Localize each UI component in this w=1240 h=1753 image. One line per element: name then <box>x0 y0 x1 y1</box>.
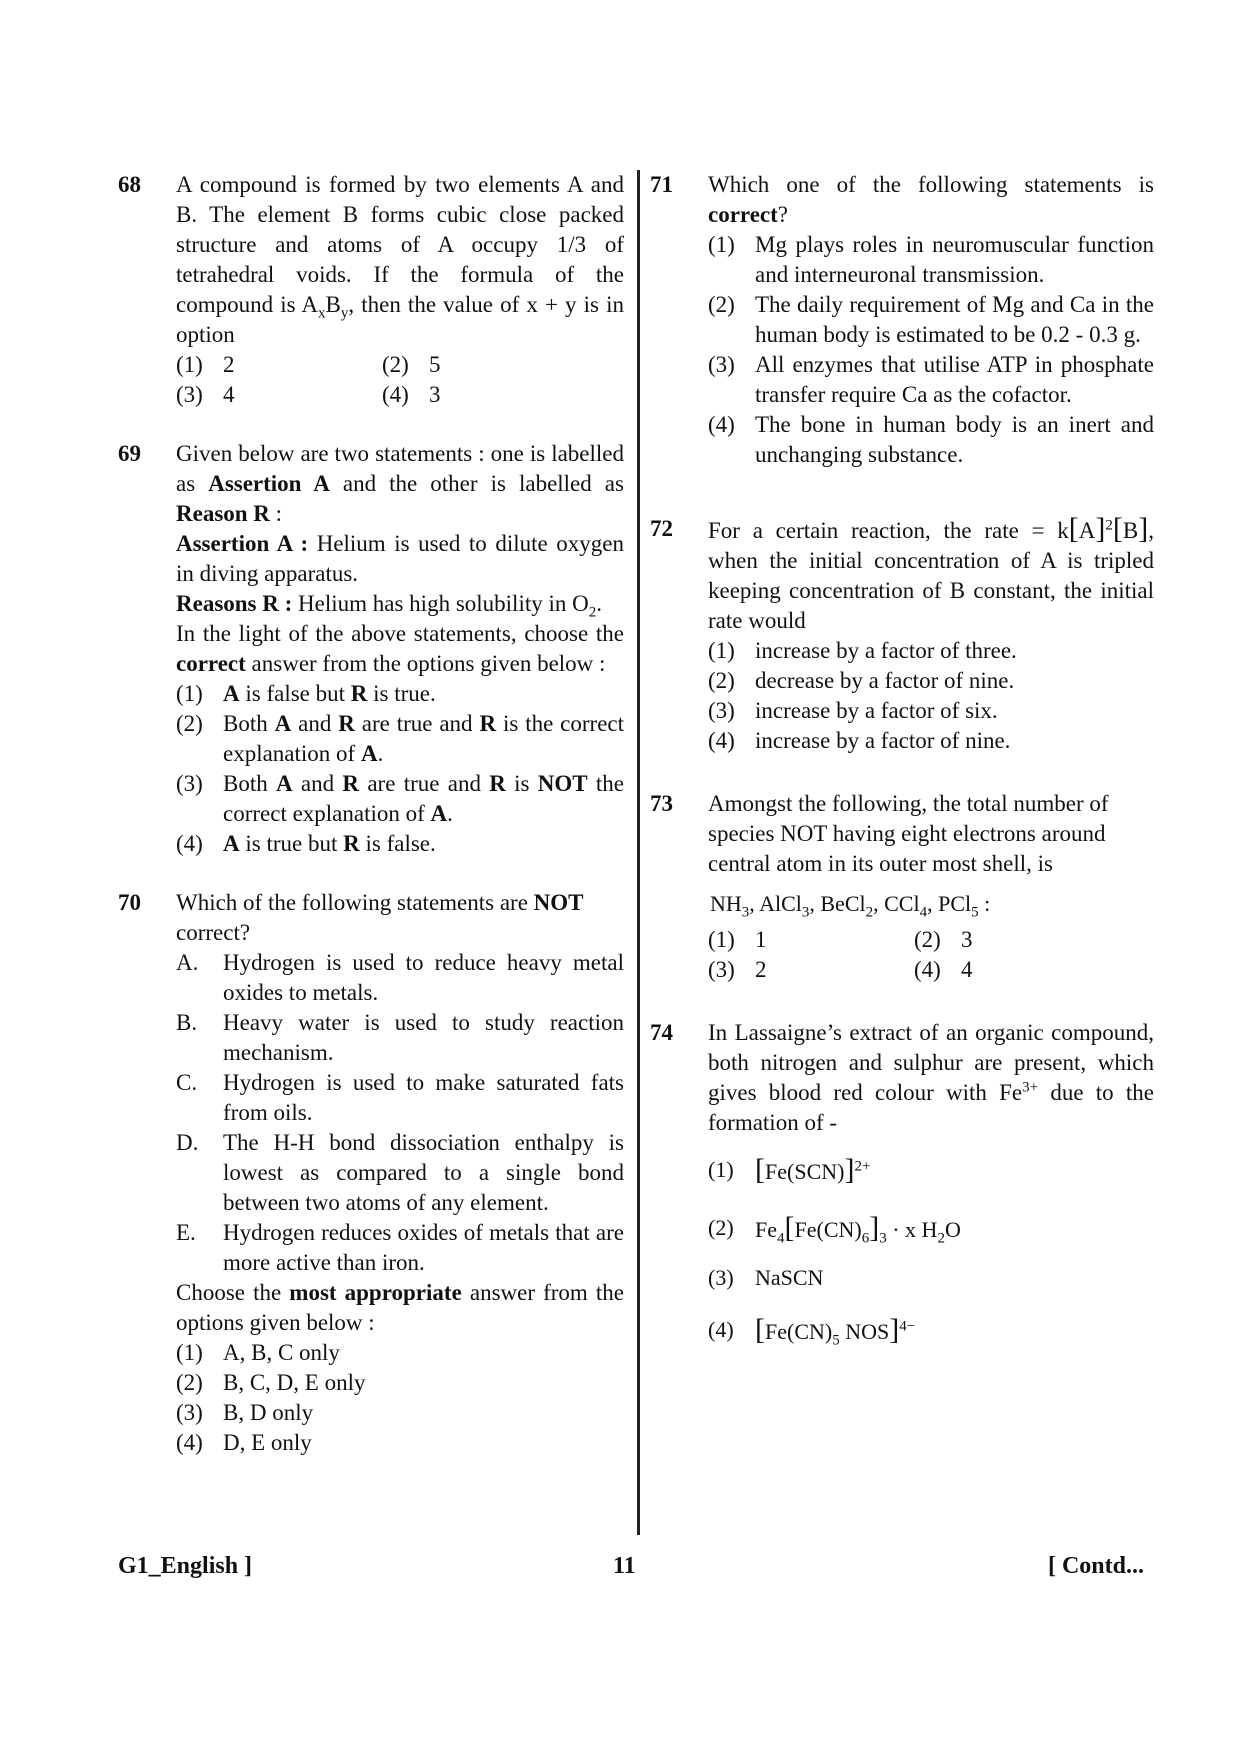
left-column <box>118 170 624 1458</box>
option-2[interactable]: (2) The daily requirement of Mg and Ca in the human body is estimated to be 0.2 - 0.3 g. <box>708 292 1154 347</box>
footer-paper-code: G1_English ] <box>118 1553 253 1579</box>
question-number: 71 <box>650 172 673 197</box>
statement-a: A. Hydrogen is used to reduce heavy metal oxides to metals. <box>176 950 624 1005</box>
option-3[interactable]: (3) B, D only <box>176 1400 314 1425</box>
option-4[interactable]: (4) D, E only <box>176 1430 312 1455</box>
question-text: Which one of the following statements is correct? <box>708 172 1154 227</box>
question-number: 72 <box>650 516 673 541</box>
question-intro: Given below are two statements : one is labelled as Assertion A and the other is labelled as Reason R : <box>176 441 624 526</box>
option-1[interactable]: (1) 1 <box>708 927 767 952</box>
option-1[interactable]: (1) A, B, C only <box>176 1340 340 1365</box>
question-text: Which of the following statements are NOT correct? <box>176 890 584 945</box>
option-3[interactable]: (3) NaSCN <box>708 1265 824 1290</box>
options <box>708 925 1154 985</box>
question-number: 74 <box>650 1020 673 1045</box>
option-4[interactable]: (4) 3 <box>382 382 441 407</box>
choose-instruction: Choose the most appropriate answer from the options given below : <box>176 1280 624 1335</box>
question-71 <box>650 170 1154 470</box>
option-2[interactable]: (2) B, C, D, E only <box>176 1370 366 1395</box>
question-70 <box>118 888 624 1458</box>
option-4[interactable]: (4) increase by a factor of nine. <box>708 728 1011 753</box>
option-1[interactable]: (1) $[Fe(SCN)]^{2+}$ <box>708 1153 871 1186</box>
question-number: 70 <box>118 890 141 915</box>
option-4[interactable]: (4) A is true but R is false. <box>176 831 436 856</box>
question-text: Amongst the following, the total number of species NOT having eight electrons around central atom in its outer most shell, is <box>708 791 1109 876</box>
footer-page-number: 11 <box>613 1553 636 1579</box>
option-1[interactable]: (1) Mg plays roles in neuromuscular function and interneuronal transmission. <box>708 232 1154 287</box>
question-number: 68 <box>118 172 141 197</box>
statement-e: E. Hydrogen reduces oxides of metals that are more active than iron. <box>176 1220 624 1275</box>
question-73 <box>650 789 1154 985</box>
footer-contd: [ Contd... <box>1047 1553 1144 1579</box>
option-3[interactable]: (3) 4 <box>176 382 235 407</box>
assertion-statement: Assertion A : Helium is used to dilute oxygen in diving apparatus. <box>176 531 625 586</box>
option-3[interactable]: (3) All enzymes that utilise ATP in phosphate transfer require Ca as the cofactor. <box>708 352 1154 407</box>
option-3[interactable]: (3) Both A and R are true and R is NOT the correct explanation of A. <box>176 771 625 826</box>
options <box>176 350 624 410</box>
question-72 <box>650 514 1154 756</box>
question-text: For a certain reaction, the rate = $k[A]^2[B]$, when the initial concentration of A is tripled keeping concentration of B constant, the initial rate would <box>708 512 1154 633</box>
option-2[interactable]: (2) Both A and R are true and R is the correct explanation of A. <box>176 711 625 766</box>
question-number: 73 <box>650 791 673 816</box>
question-number: 69 <box>118 441 141 466</box>
option-2[interactable]: (2) 5 <box>382 352 441 377</box>
question-68 <box>118 170 624 410</box>
right-column <box>650 170 1154 1352</box>
question-74 <box>650 1018 1154 1352</box>
statement-d: D. The H-H bond dissociation enthalpy is lowest as compared to a single bond between two atoms of any element. <box>176 1130 624 1215</box>
reason-statement: Reasons R : Helium has high solubility in $O_2$. <box>176 591 602 621</box>
option-3[interactable]: (3) 2 <box>708 957 767 982</box>
column-divider <box>637 170 640 1535</box>
question-text: In Lassaigne’s extract of an organic compound, both nitrogen and sulphur are present, which gives blood red colour with $Fe^{3+}$ due to the formation of - <box>708 1020 1154 1135</box>
option-2[interactable]: (2) $Fe_4[Fe(CN)_6]_3 \cdot x$ $H_2O$ <box>708 1211 961 1247</box>
statement-c: C. Hydrogen is used to make saturated fats from oils. <box>176 1070 624 1125</box>
species-list: $NH_3$, AlCl$_3$, BeCl$_2$, CCl$_4$, PCl$_5$ : <box>710 891 991 921</box>
option-2[interactable]: (2) 3 <box>914 927 973 952</box>
option-4[interactable]: (4) 4 <box>914 957 973 982</box>
statement-b: B. Heavy water is used to study reaction mechanism. <box>176 1010 624 1065</box>
option-2[interactable]: (2) decrease by a factor of nine. <box>708 668 1015 693</box>
choose-instruction: In the light of the above statements, choose the correct answer from the options given below : <box>176 621 624 676</box>
question-text: A compound is formed by two elements A and B. The element B forms cubic close packed structure and atoms of A occupy 1/3 of tetrahedral voids. If the formula of the compound is $A_xB_y$, then the value of x + y is in option <box>176 172 624 347</box>
option-3[interactable]: (3) increase by a factor of six. <box>708 698 998 723</box>
option-1[interactable]: (1) increase by a factor of three. <box>708 638 1017 663</box>
option-1[interactable]: (1) 2 <box>176 352 235 377</box>
option-4[interactable]: (4) [$Fe(CN)_5$ NOS]$^{4-}$ <box>708 1313 916 1349</box>
option-1[interactable]: (1) A is false but R is true. <box>176 681 436 706</box>
option-4[interactable]: (4) The bone in human body is an inert and unchanging substance. <box>708 412 1154 467</box>
question-69 <box>118 439 624 859</box>
